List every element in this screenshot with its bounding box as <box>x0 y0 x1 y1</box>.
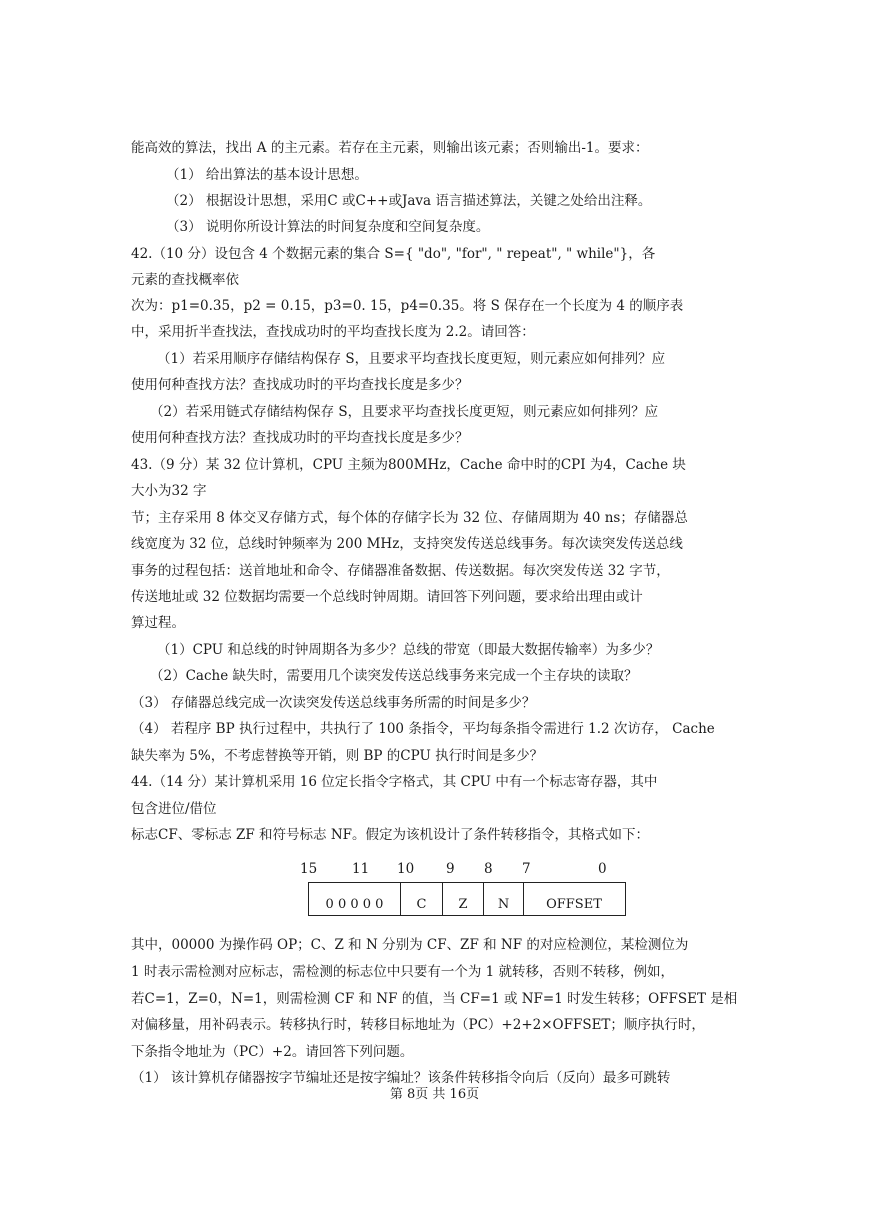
bit-number-label: 9 <box>446 861 455 877</box>
text-line: 若C=1，Z=0，N=1，则需检测 CF 和 NF 的值，当 CF=1 或 NF=1 时发生转移；OFFSET 是相 <box>131 991 738 1007</box>
text-line: 传送地址或 32 位数据均需要一个总线时钟周期。请回答下列问题，要求给出理由或计 <box>131 589 643 605</box>
text-line: 下条指令地址为（PC）+2。请回答下列问题。 <box>131 1044 414 1060</box>
bit-number-label: 8 <box>484 861 493 877</box>
text-line: （1）CPU 和总线的时钟周期各为多少？总线的带宽（即最大数据传输率）为多少？ <box>157 642 660 658</box>
bit-number-label: 11 <box>352 861 370 877</box>
text-line: 缺失率为 5%，不考虑替换等开销，则 BP 的CPU 执行时间是多少？ <box>131 748 544 764</box>
text-line: 标志CF、零标志 ZF 和符号标志 NF。假定为该机设计了条件转移指令，其格式如下： <box>131 827 649 843</box>
text-line: 算过程。 <box>131 615 185 631</box>
bit-number-label: 0 <box>598 861 607 877</box>
n-field: N <box>484 883 524 915</box>
text-line: （2）若采用链式存储结构保存 S，且要求平均查找长度更短，则元素应如何排列？应 <box>150 404 659 420</box>
bit-number-label: 10 <box>397 861 415 877</box>
text-line: 事务的过程包括：送首地址和命令、存储器准备数据、传送数据。每次突发传送 32 字节， <box>131 563 670 579</box>
text-line: 元素的查找概率依 <box>131 272 239 288</box>
text-line: 包含进位/借位 <box>131 801 217 817</box>
text-line: （4） 若程序 BP 执行过程中，共执行了 100 条指令，平均每条指令需进行 1.2 次访存， Cache <box>131 721 715 737</box>
z-field: Z <box>443 883 484 915</box>
text-line: 对偏移量，用补码表示。转移执行时，转移目标地址为（PC）+2+2×OFFSET；顺序执行时， <box>131 1017 705 1033</box>
text-line: （1）若采用顺序存储结构保存 S，且要求平均查找长度更短，则元素应如何排列？应 <box>157 351 666 367</box>
text-line: （2） 根据设计思想，采用C 或C++或Java 语言描述算法，关键之处给出注释。 <box>166 193 652 209</box>
text-line: （1） 该计算机存储器按字节编址还是按字编址？该条件转移指令向后（反向）最多可跳转 <box>131 1070 671 1086</box>
page-footer: 第 8页 共 16页 <box>389 1087 480 1102</box>
instruction-format-box <box>308 882 626 916</box>
text-line: （3） 说明你所设计算法的时间复杂度和空间复杂度。 <box>166 219 490 235</box>
text-line: 节；主存采用 8 体交叉存储方式，每个体的存储字长为 32 位、存储周期为 40 ns；存储器总 <box>131 510 688 526</box>
question-42-heading: 42.（10 分）设包含 4 个数据元素的集合 S={ "do", "for", " repeat", " while"}，各 <box>131 246 656 262</box>
bit-number-label: 7 <box>522 861 531 877</box>
c-field: C <box>401 883 443 915</box>
text-line: 使用何种查找方法？查找成功时的平均查找长度是多少？ <box>131 377 469 393</box>
text-line: 使用何种查找方法？查找成功时的平均查找长度是多少？ <box>131 430 469 446</box>
text-line: 1 时表示需检测对应标志，需检测的标志位中只要有一个为 1 就转移，否则不转移，例如， <box>131 964 675 980</box>
text-line: 次为：p1=0.35，p2 = 0.15，p3=0. 15，p4=0.35。将 S 保存在一个长度为 4 的顺序表 <box>131 298 684 314</box>
text-line: （3） 存储器总线完成一次读突发传送总线事务所需的时间是多少？ <box>131 695 536 711</box>
text-line: 大小为32 字 <box>131 483 207 499</box>
text-line: （1） 给出算法的基本设计思想。 <box>166 167 368 183</box>
text-line: 线宽度为 32 位，总线时钟频率为 200 MHz，支持突发传送总线事务。每次读突发传送总线 <box>131 536 683 552</box>
bit-number-label: 15 <box>300 861 318 877</box>
text-line: 中，采用折半查找法，查找成功时的平均查找长度为 2.2。请回答： <box>131 324 535 340</box>
question-44-heading: 44.（14 分）某计算机采用 16 位定长指令字格式，其 CPU 中有一个标志寄存器，其中 <box>131 774 658 790</box>
text-line: 能高效的算法，找出 A 的主元素。若存在主元素，则输出该元素；否则输出-1。要求： <box>131 140 649 156</box>
opcode-field: 0 0 0 0 0 <box>309 883 401 915</box>
text-line: 其中，00000 为操作码 OP；C、Z 和 N 分别为 CF、ZF 和 NF 的对应检测位，某检测位为 <box>131 937 689 953</box>
text-line: （2）Cache 缺失时，需要用几个读突发传送总线事务来完成一个主存块的读取？ <box>150 668 638 684</box>
question-43-heading: 43.（9 分）某 32 位计算机，CPU 主频为800MHz，Cache 命中时的CPI 为4，Cache 块 <box>131 457 686 473</box>
offset-field: OFFSET <box>546 897 602 912</box>
